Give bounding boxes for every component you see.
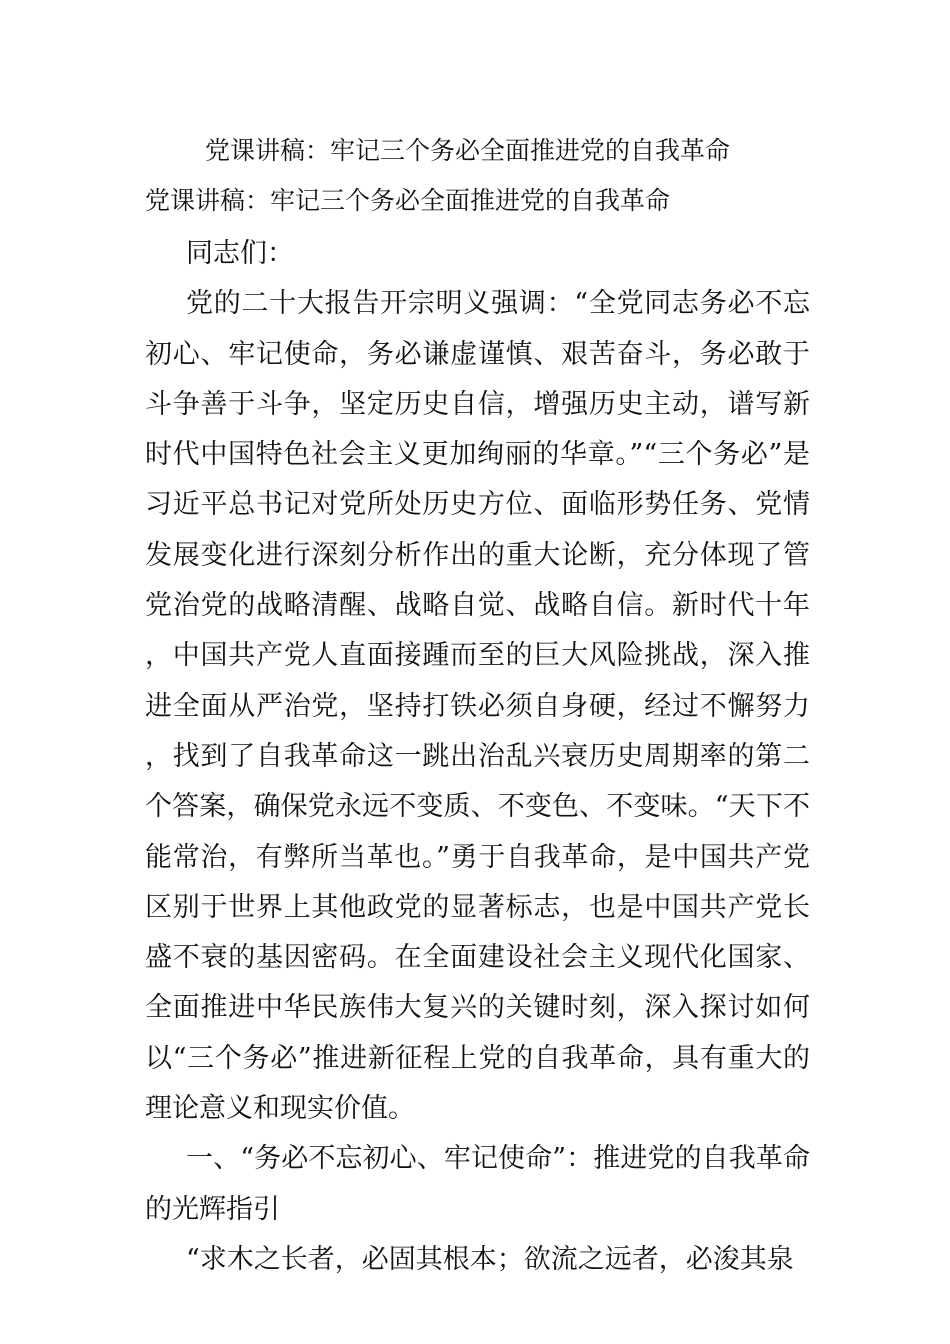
document-subtitle: 党课讲稿：牢记三个务必全面推进党的自我革命 [145, 186, 671, 215]
section-heading-1: 一、“务必不忘初心、牢记使命”：推进党的自我革命的光辉指引 [145, 1143, 810, 1225]
salutation-paragraph: 同志们： [186, 238, 294, 269]
document-body [145, 229, 810, 1285]
quote-paragraph: “求木之长者，必固其根本；欲流之远者，必浚其泉 [186, 1243, 794, 1275]
document-title: 党课讲稿：牢记三个务必全面推进党的自我革命 [205, 136, 731, 165]
intro-paragraph: 党的二十大报告开宗明义强调：“全党同志务必不忘初心、牢记使命，务必谦虚谨慎、艰苦奋斗，务必敢于斗争善于斗争，坚定历史自信，增强历史主动，谱写新时代中国特色社会主义更加绚丽的华章。”“三个务必”是习近平总书记对党所处历史方位、面临形势任务、党情发展变化进行深刻分析作出的重大论断，充分体现了管党治党的战略清醒、战略自觉、战略自信。新时代十年，中国共产党人直面接踵而至的巨大风险挑战，深入推进全面从严治党，坚持打铁必须自身硬，经过不懈努力，找到了自我革命这一跳出治乱兴衰历史周期率的第二个答案，确保党永远不变质、不变色、不变味。“天下不能常治，有弊所当革也。”勇于自我革命，是中国共产党区别于世界上其他政党的显著标志，也是中国共产党长盛不衰的基因密码。在全面建设社会主义现代化国家、全面推进中华民族伟大复兴的关键时刻，深入探讨如何以“三个务必”推进新征程上党的自我革命，具有重大的理论意义和现实价值。 [145, 288, 810, 1125]
